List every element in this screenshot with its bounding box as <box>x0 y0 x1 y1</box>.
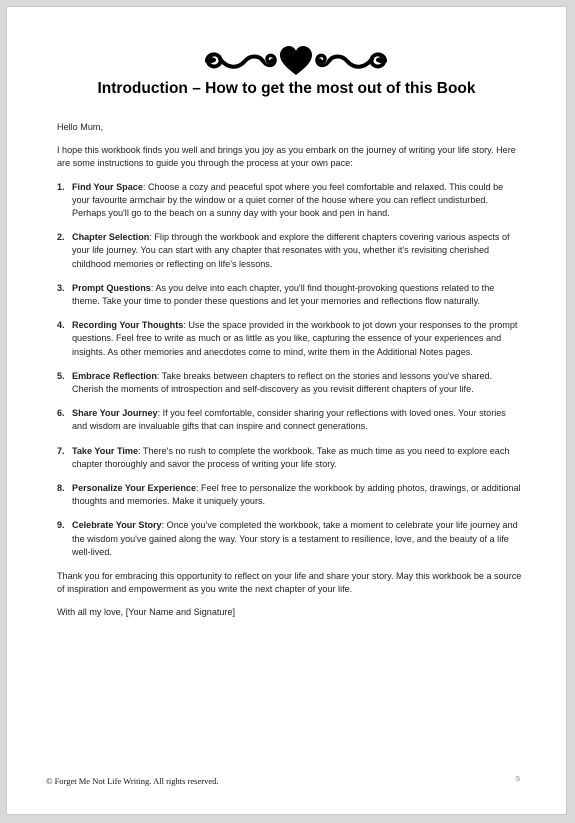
list-item <box>57 407 522 433</box>
list-term: Take Your Time <box>72 445 139 456</box>
list-number: 1. <box>57 181 65 192</box>
list-text: : Once you've completed the workbook, take a moment to celebrate your life journey and the wisdom you've gained along the way. Your story is a testament to resilience, love, and the beauty of a life well-lived. <box>72 520 518 557</box>
list-number: 3. <box>57 282 65 293</box>
greeting: Hello Mum, <box>57 122 103 132</box>
instruction-list <box>57 181 522 559</box>
list-item <box>57 282 522 308</box>
list-term: Celebrate Your Story <box>72 520 162 531</box>
list-text: : Flip through the workbook and explore the different chapters covering various aspects of your life journey. You can start with any chapter that resonates with you, whether it's revisiting cherished childhood memories or reflecting on life's lessons. <box>72 232 510 269</box>
copyright-footer: © Forget Me Not Life Writing. All rights reserved. <box>46 776 219 786</box>
list-text: : Use the space provided in the workbook to jot down your responses to the prompt questions. Feel free to write as much or as little as you like, capturing the essence of your experiences and insights. As other memories and anecdotes come to mind, write them in the Additional Notes pages. <box>72 320 518 357</box>
list-item <box>57 370 522 396</box>
document-page <box>6 6 567 815</box>
list-text: : There's no rush to complete the workbook. Take as much time as you need to explore each chapter thoroughly and savor the process of writing your life story. <box>72 445 510 469</box>
list-text: : If you feel comfortable, consider sharing your reflections with loved ones. Your stories and wisdom are invaluable gifts that can inspire and connect generations. <box>72 408 506 432</box>
signoff: With all my love, [Your Name and Signature] <box>57 607 236 618</box>
list-number: 5. <box>57 370 65 381</box>
list-item <box>57 319 522 359</box>
list-number: 6. <box>57 408 65 419</box>
list-item <box>57 181 522 221</box>
list-text: : Take breaks between chapters to reflect on the stories and lessons you've shared. Cherish the moments of introspection and self-discovery as you revisit different chapters of your life. <box>72 370 493 395</box>
list-text: : Choose a cozy and peaceful spot where you feel comfortable and relaxed. This could be your favourite armchair by the window or a quiet corner of the house where you can reflect undisturbed. Perhaps you'll go to the beach on a sunny day with your book and pen in hand. <box>72 181 504 219</box>
list-number: 2. <box>57 232 65 243</box>
intro-paragraph: I hope this workbook finds you well and brings you joy as you embark on the journey of writing your life story. Here are some instructions to guide you through the process at your own pace: <box>57 145 516 169</box>
list-item <box>57 519 522 559</box>
list-number: 4. <box>57 320 65 331</box>
list-text: : Feel free to personalize the workbook by adding photos, drawings, or additional thoughts and memories. Make it uniquely yours. <box>72 483 521 507</box>
list-term: Personalize Your Experience <box>72 483 196 494</box>
page-title: Introduction – How to get the most out of this Book <box>97 80 476 97</box>
list-item <box>57 231 522 271</box>
closing-paragraph: Thank you for embracing this opportunity to reflect on your life and share your story. May this workbook be a source of inspiration and empowerment as you write the next chapter of your life. <box>57 571 522 595</box>
list-number: 7. <box>57 445 65 456</box>
list-number: 8. <box>57 483 65 494</box>
heart-swirl-ornament-icon <box>193 45 399 77</box>
list-term: Share Your Journey <box>72 408 158 419</box>
document-body <box>57 121 522 630</box>
list-item <box>57 482 522 508</box>
list-term: Embrace Reflection <box>72 370 157 381</box>
list-term: Prompt Questions <box>72 282 151 293</box>
list-number: 9. <box>57 520 65 531</box>
list-term: Recording Your Thoughts <box>72 320 184 331</box>
list-term: Find Your Space <box>72 181 143 192</box>
list-text: : As you delve into each chapter, you'll find thought-provoking questions related to the theme. Take your time to ponder these questions and let your memories and reflections flow naturally. <box>72 282 495 307</box>
list-term: Chapter Selection <box>72 232 150 243</box>
page-number: 5 <box>515 774 520 783</box>
list-item <box>57 445 522 471</box>
